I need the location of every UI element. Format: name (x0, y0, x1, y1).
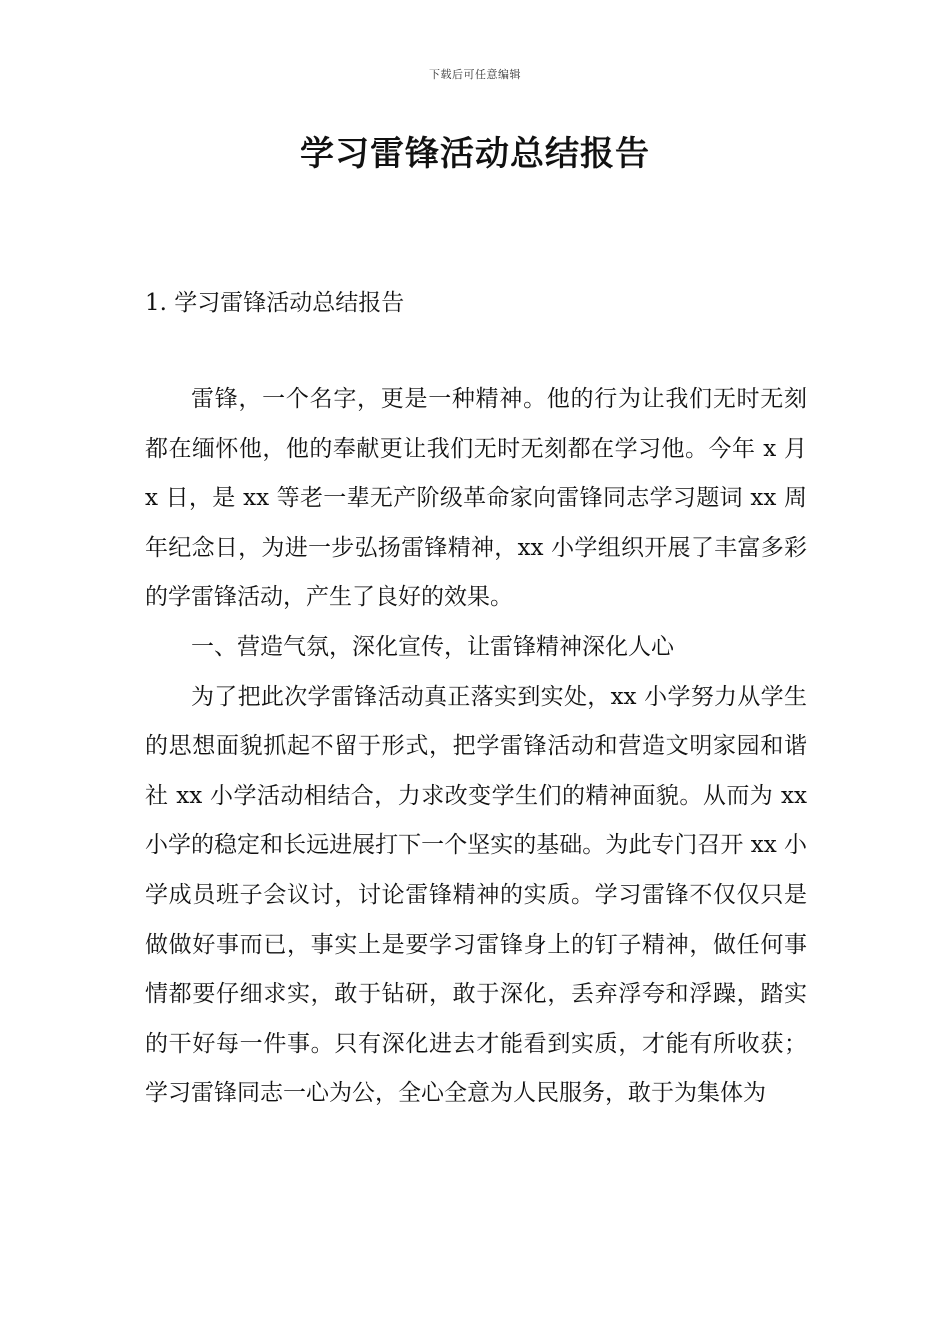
document-title: 学习雷锋活动总结报告 (300, 134, 650, 174)
paragraph-section-one: 为了把此次学雷锋活动真正落实到实处，xx 小学努力从学生的思想面貌抓起不留于形式，把学雷锋活动和营造文明家园和谐社 xx 小学活动相结合，力求改变学生们的精神面貌。从而为 xx 小学的稳定和长远进展打下一个坚实的基础。为此专门召开 xx 小学成员班子会议讨，讨论雷锋精神的实质。学习雷锋不仅仅只是做做好事而已，事实上是要学习雷锋身上的钉子精神，做任何事情都要仔细求实，敢于钻研，敢于深化，丢弃浮夸和浮躁，踏实的干好每一件事。只有深化进去才能看到实质，才能有所收获；学习雷锋同志一心为公，全心全意为人民服务，敢于为集体为 (145, 683, 807, 1107)
paragraph-intro: 雷锋，一个名字，更是一种精神。他的行为让我们无时无刻都在缅怀他，他的奉献更让我们无时无刻都在学习他。今年 x 月 x 日，是 xx 等老一辈无产阶级革命家向雷锋同志学习题词 xx 周年纪念日，为进一步弘扬雷锋精神，xx 小学组织开展了丰富多彩的学雷锋活动，产生了良好的效果。 (145, 386, 807, 611)
section-subheading: 1. 学习雷锋活动总结报告 (145, 290, 405, 316)
header-note: 下载后可任意编辑 (429, 68, 521, 81)
body-text (145, 375, 807, 1119)
section-heading-one: 一、营造气氛，深化宣传，让雷锋精神深化人心 (191, 633, 674, 660)
